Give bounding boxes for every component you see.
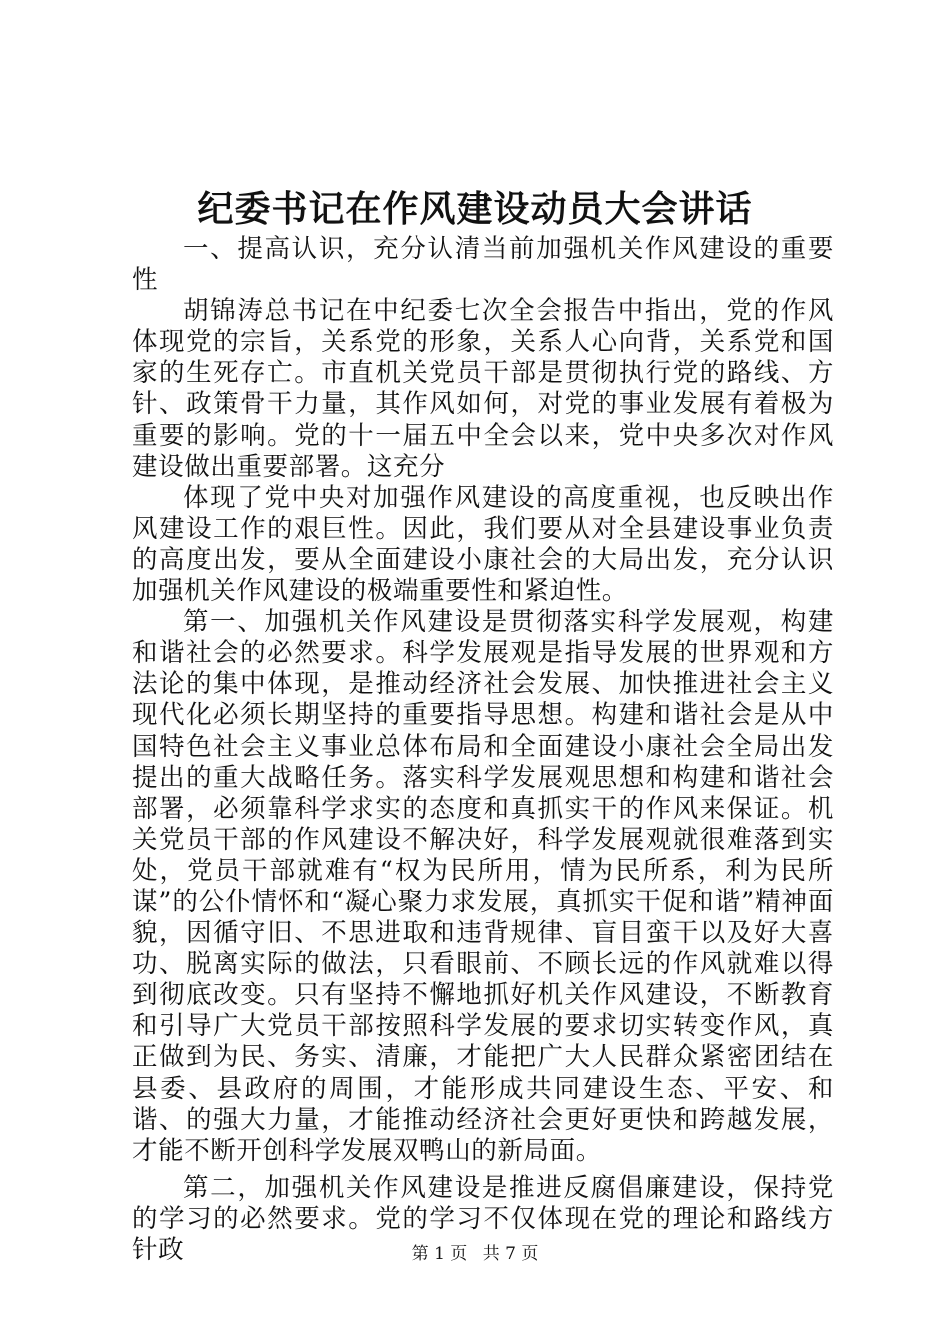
document-title: 纪委书记在作风建设动员大会讲话 [197,188,753,230]
page-total: 共 7 页 [482,1244,539,1264]
page-footer [0,1242,950,1266]
body-paragraph: 体现了党中央对加强作风建设的高度重视，也反映出作风建设工作的艰巨性。因此，我们要从对全县建设事业负责的高度出发，要从全面建设小康社会的大局出发，充分认识加强机关作风建设的极端重要性和紧迫性。 [132,482,834,607]
section-heading: 一、提高认识，充分认清当前加强机关作风建设的重要性 [132,234,834,296]
page-number: 第 1 页 [411,1244,468,1264]
body-paragraph: 第二，加强机关作风建设是推进反腐倡廉建设，保持党的学习的必然要求。党的学习不仅体现在党的理论和路线方针政 [132,1172,834,1265]
document-body [132,234,834,1266]
body-paragraph: 胡锦涛总书记在中纪委七次全会报告中指出，党的作风体现党的宗旨，关系党的形象，关系人心向背，关系党和国家的生死存亡。市直机关党员干部是贯彻执行党的路线、方针、政策骨干力量，其作风如何，对党的事业发展有着极为重要的影响。党的十一届五中全会以来，党中央多次对作风建设做出重要部署。这充分 [132,296,834,482]
body-paragraph: 第一、加强机关作风建设是贯彻落实科学发展观，构建和谐社会的必然要求。科学发展观是指导发展的世界观和方法论的集中体现，是推动经济社会发展、加快推进社会主义现代化必须长期坚持的重要指导思想。构建和谐社会是从中国特色社会主义事业总体布局和全面建设小康社会全局出发提出的重大战略任务。落实科学发展观思想和构建和谐社会部署，必须靠科学求实的态度和真抓实干的作风来保证。机关党员干部的作风建设不解决好，科学发展观就很难落到实处，党员干部就难有“权为民所用，情为民所系，利为民所谋”的公仆情怀和“凝心聚力求发展，真抓实干促和谐”精神面貌，因循守旧、不思进取和违背规律、盲目蛮干以及好大喜功、脱离实际的做法，只看眼前、不顾长远的作风就难以得到彻底改变。只有坚持不懈地抓好机关作风建设，不断教育和引导广大党员干部按照科学发展的要求切实转变作风，真正做到为民、务实、清廉，才能把广大人民群众紧密团结在县委、县政府的周围，才能形成共同建设生态、平安、和谐、的强大力量，才能推动经济社会更好更快和跨越发展，才能不断开创科学发展双鸭山的新局面。 [132,607,834,1166]
